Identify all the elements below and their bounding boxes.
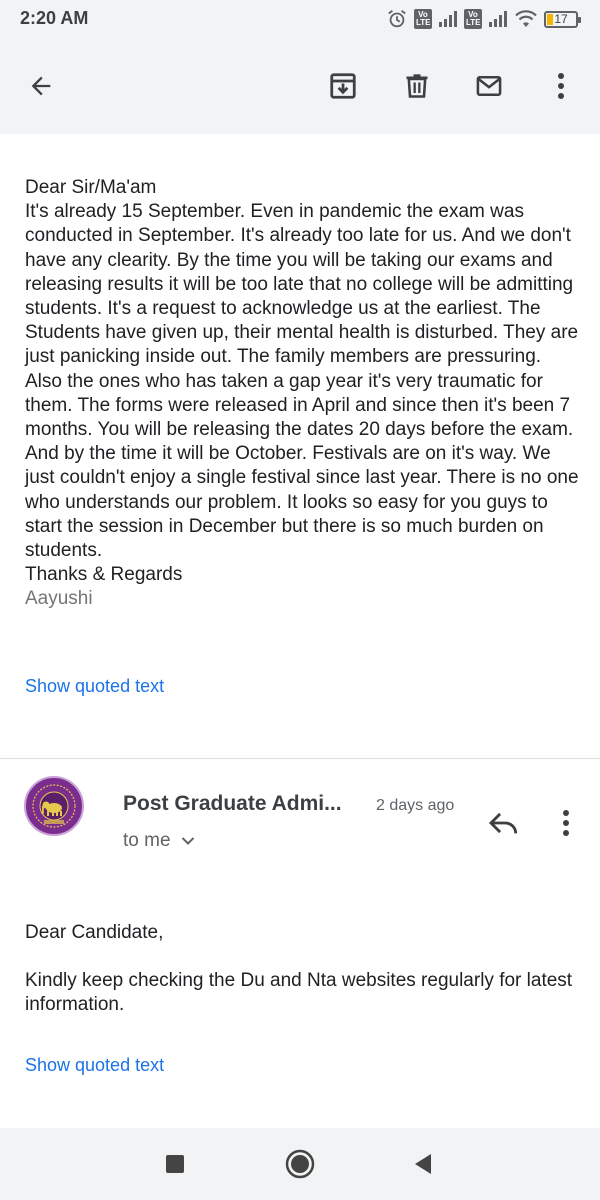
- status-icons: [386, 8, 578, 30]
- reply-message-text: Kindly keep checking the Du and Nta websites regularly for latest information.: [25, 970, 573, 1016]
- volte-icon: Vo LTE: [416, 10, 431, 27]
- battery-level: 17: [554, 11, 568, 26]
- message-body: [25, 176, 580, 612]
- mark-unread-button[interactable]: [469, 66, 509, 106]
- avatar[interactable]: [24, 776, 84, 836]
- archive-button[interactable]: [323, 66, 363, 106]
- arrow-back-icon: [27, 72, 55, 100]
- square-icon: [165, 1154, 185, 1174]
- chevron-down-icon: [181, 836, 195, 846]
- status-bar: [0, 0, 600, 36]
- home-circle-icon: [285, 1149, 315, 1179]
- battery-icon: [544, 11, 578, 28]
- signal-icon: [488, 10, 508, 28]
- trash-icon: [403, 71, 431, 101]
- show-quoted-text-link[interactable]: Show quoted text: [25, 676, 165, 696]
- message-divider: [0, 758, 600, 759]
- delete-button[interactable]: [397, 66, 437, 106]
- top-app-bar: [0, 36, 600, 134]
- signal-icon: [438, 10, 458, 28]
- status-time: 2:20 AM: [20, 8, 89, 28]
- volte-icon: Vo LTE: [466, 10, 481, 27]
- triangle-back-icon: [413, 1153, 433, 1175]
- message-date: 2 days ago: [376, 797, 455, 814]
- message-signature: Aayushi: [25, 588, 93, 610]
- more-vert-icon: [557, 72, 565, 100]
- message-greeting: Dear Sir/Ma'am: [25, 177, 157, 198]
- more-vert-icon: [562, 809, 570, 837]
- wifi-icon: [514, 9, 538, 29]
- recipient-label: to me: [123, 830, 171, 851]
- sender-name[interactable]: Post Graduate Admi...: [123, 792, 342, 815]
- archive-icon: [328, 71, 358, 101]
- home-button[interactable]: [282, 1146, 318, 1182]
- show-quoted-text-link-2[interactable]: Show quoted text: [25, 1055, 165, 1075]
- message-more-button[interactable]: [548, 803, 584, 843]
- recipient-details-toggle[interactable]: [123, 830, 195, 852]
- message-closing: Thanks & Regards: [25, 564, 183, 586]
- reply-icon: [488, 810, 520, 836]
- reply-message-greeting: Dear Candidate,: [25, 922, 164, 943]
- university-seal-icon: [26, 778, 82, 834]
- reply-button[interactable]: [484, 803, 524, 843]
- alarm-icon: [386, 8, 408, 30]
- more-options-button[interactable]: [541, 66, 581, 106]
- message-text: It's already 15 September. Even in pandemic the exam was conducted in September. It's already too late for us. And we don't have any clearity. By the time you will be taking our exams and releasing results it will be too late that no college will be admitting students. It's a request to acknowledge us at the earliest. The Students have given up, their mental health is disturbed. They are just panicking inside out. The family members are pressuring. Also the ones who has taken a gap year it's very traumatic for them. The forms were released in April and since then it's been 7 months. You will be releasing the dates 20 days before the exam. And by the time it will be October. Festivals are on it's way. We just couldn't enjoy a single festival since last year. There is no one who understands our problem. It looks so easy for you guys to start the session in December but there is so much burden on students.: [25, 201, 579, 562]
- mail-icon: [473, 72, 505, 100]
- system-navigation-bar: [0, 1128, 600, 1200]
- back-button[interactable]: [21, 66, 61, 106]
- back-nav-button[interactable]: [405, 1146, 441, 1182]
- recents-button[interactable]: [157, 1146, 193, 1182]
